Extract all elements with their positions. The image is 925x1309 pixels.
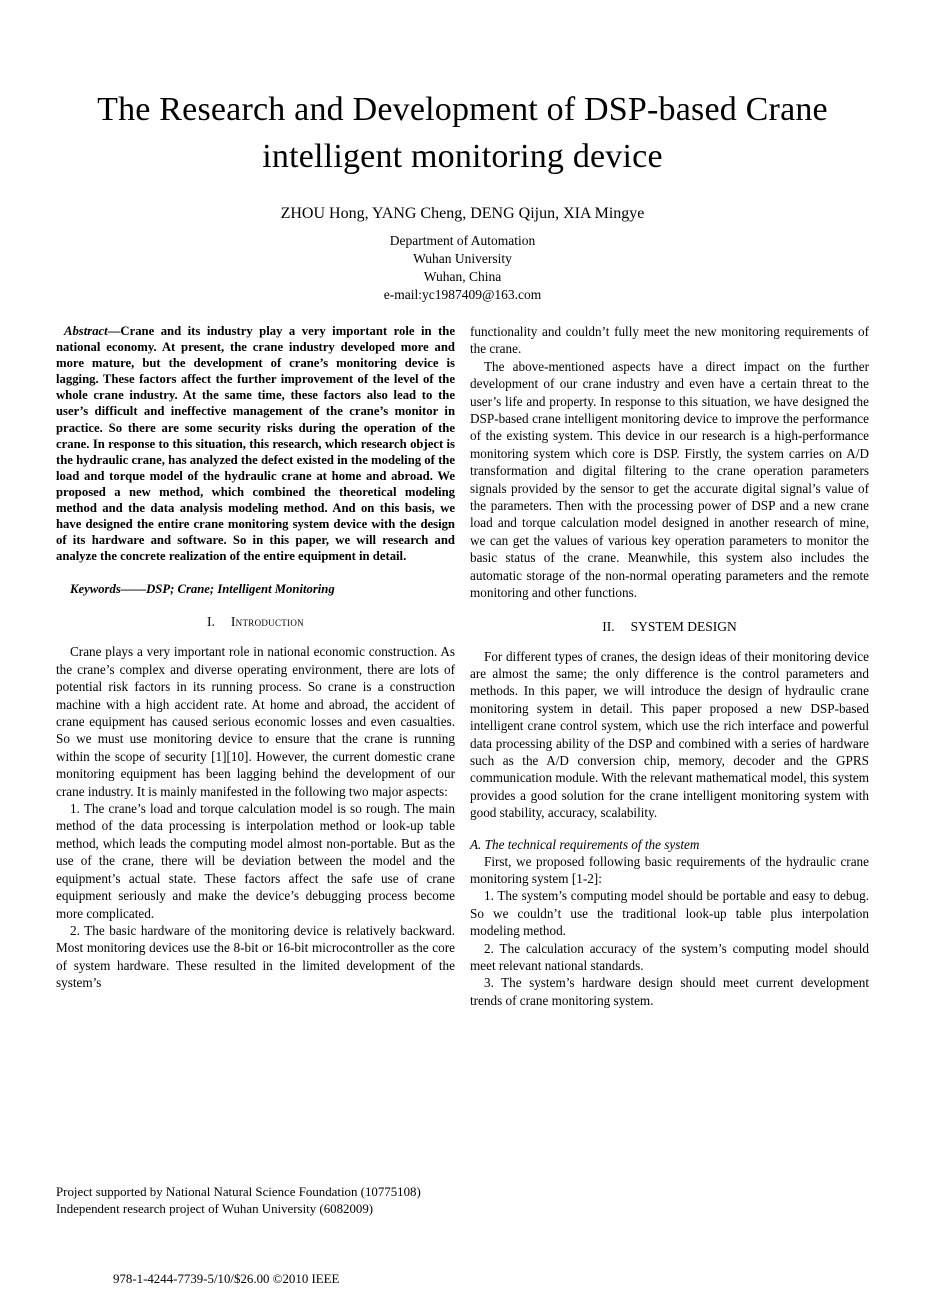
design-paragraph-1: For different types of cranes, the design ideas of their monitoring device are almost the same; the only difference is the control parameters and methods. In this paper, we will introduce the design of hydraulic crane monitoring system in detail. This paper proposed a new DSP-based intelligent crane control system, which use the rich interface and powerful data processing ability of the DSP and combined with a series of hardware such as the A/D conversion chip, memory, decoder and the GPRS communication module. With the relevant mathematical model, this system provides a good solution for the crane intelligent monitoring system with good stability, accuracy, scalability.: [470, 648, 869, 821]
abstract-dash: —: [107, 324, 121, 338]
intro-paragraph-1: Crane plays a very important role in national economic construction. As the crane’s complex and diverse operating environment, there are lots of potential risk factors in its running process. So crane is a construction machine with a high accident rate. At home and abroad, the accident of crane equipment has caused serious economic losses and even casualties. So we must use monitoring device to ensure that the crane is running within the scope of security [1][10]. However, the current domestic crane monitoring equipment has been lagging behind the development of our crane industry. It is mainly manifested in the following two major aspects:: [56, 644, 455, 799]
design-paragraph-3: 1. The system’s computing model should be portable and easy to debug. So we couldn’t use the traditional look-up table plus interpolation modeling method.: [470, 888, 869, 939]
footnote-line-1: Project supported by National Natural Science Foundation (10775108): [56, 1185, 421, 1199]
section-number-ii: II.: [602, 618, 615, 634]
title-line-1: The Research and Development of DSP-based Crane: [97, 91, 828, 128]
affiliation-department: Department of Automation: [389, 233, 536, 248]
footnote: [56, 1184, 421, 1218]
abstract-label: Abstract: [64, 324, 108, 338]
keywords-line: [56, 581, 455, 597]
keywords-text: DSP; Crane; Intelligent Monitoring: [146, 582, 335, 597]
keywords-dash: ——: [120, 582, 147, 597]
column-right: [470, 323, 869, 1009]
intro-paragraph-3-continued: functionality and couldn’t fully meet the new monitoring requirements of the crane.: [470, 324, 869, 357]
intro-paragraph-3-left: 2. The basic hardware of the monitoring device is relatively backward. Most monitoring devices use the 8-bit or 16-bit microcontroller as the core of system hardware. These resulted in the limited development of the system’s: [56, 922, 455, 991]
title-line-2: intelligent monitoring device: [262, 138, 663, 175]
affiliation-block: [0, 232, 925, 304]
section-number-i: I.: [207, 614, 215, 630]
affiliation-city: Wuhan, China: [423, 269, 502, 284]
design-paragraph-5: 3. The system’s hardware design should meet current development trends of crane monitoring system.: [470, 975, 869, 1008]
abstract-paragraph: [56, 323, 455, 564]
keywords-label: Keywords: [70, 582, 121, 597]
authors-line: ZHOU Hong, YANG Cheng, DENG Qijun, XIA Mingye: [280, 205, 645, 222]
affiliation-email: e-mail:yc1987409@163.com: [383, 287, 542, 302]
affiliation-university: Wuhan University: [413, 251, 512, 266]
section-title-system-design: SYSTEM DESIGN: [630, 618, 737, 634]
section-title-introduction: Introduction: [230, 614, 304, 630]
column-left: [56, 323, 455, 1009]
intro-paragraph-2: 1. The crane’s load and torque calculation model is so rough. The main method of the data processing is interpolation method or look-up table method, which leads the computing model almost non-portable. But as the use of the crane, there will be deviation between the model and the equipment’s actual state. These factors affect the safe use of crane equipment seriously and make the device’s debugging process become more complicated.: [56, 801, 455, 921]
intro-paragraph-4: The above-mentioned aspects have a direct impact on the further development of our crane industry and even have a certain threat to the user’s life and property. In response to this situation, we have designed the DSP-based crane intelligent monitoring device to improve the performance of the existing system. This device in our research is a high-performance monitoring system which core is DSP. Firstly, the system carries on A/D transformation and digital filtering to the crane operation parameters signals provided by the sensor to get the accurate digital signal’s value of the parameters. Then with the processing power of DSP and a new crane load and torque calculation model designed in another research of mine, we can get the values of various key operation parameters to monitor the basic status of the crane. Meanwhile, this system also includes the automatic storage of the non-normal operating parameters and the remote monitoring and other functions.: [470, 358, 869, 601]
paper-title: [0, 0, 925, 180]
abstract-text: Crane and its industry play a very important role in the national economy. At present, the crane industry developed more and more mature, but the development of crane’s monitoring device is lagging. These factors affect the further improvement of the level of the whole crane industry. At the same time, these factors also lead to the user’s difficult and ineffective management of the crane’s monitor in practice. So there are some security risks during the operation of the crane. In response to this situation, this research, which research object is the hydraulic crane, has analyzed the defect existed in the modeling of the load and torque model of the hydraulic crane at home and abroad. We proposed a new method, which combined the theoretical modeling method and the data analysis modeling method. And on this basis, we have designed the entire crane monitoring system device with the design of its hardware and software. So in this paper, we will research and analyze the concrete realization of the entire equipment in detail.: [56, 324, 455, 564]
subsection-heading-a: A. The technical requirements of the system: [470, 836, 700, 852]
design-paragraph-4: 2. The calculation accuracy of the system’s computing model should meet relevant national standards.: [470, 940, 869, 973]
section-heading-introduction: [56, 614, 455, 630]
two-column-body: [0, 323, 925, 1009]
design-paragraph-2: First, we proposed following basic requirements of the hydraulic crane monitoring system [1-2]:: [470, 853, 869, 886]
copyright-line: 978-1-4244-7739-5/10/$26.00 ©2010 IEEE: [113, 1272, 340, 1286]
section-heading-system-design: [470, 619, 869, 635]
footnote-line-2: Independent research project of Wuhan University (6082009): [56, 1202, 374, 1216]
